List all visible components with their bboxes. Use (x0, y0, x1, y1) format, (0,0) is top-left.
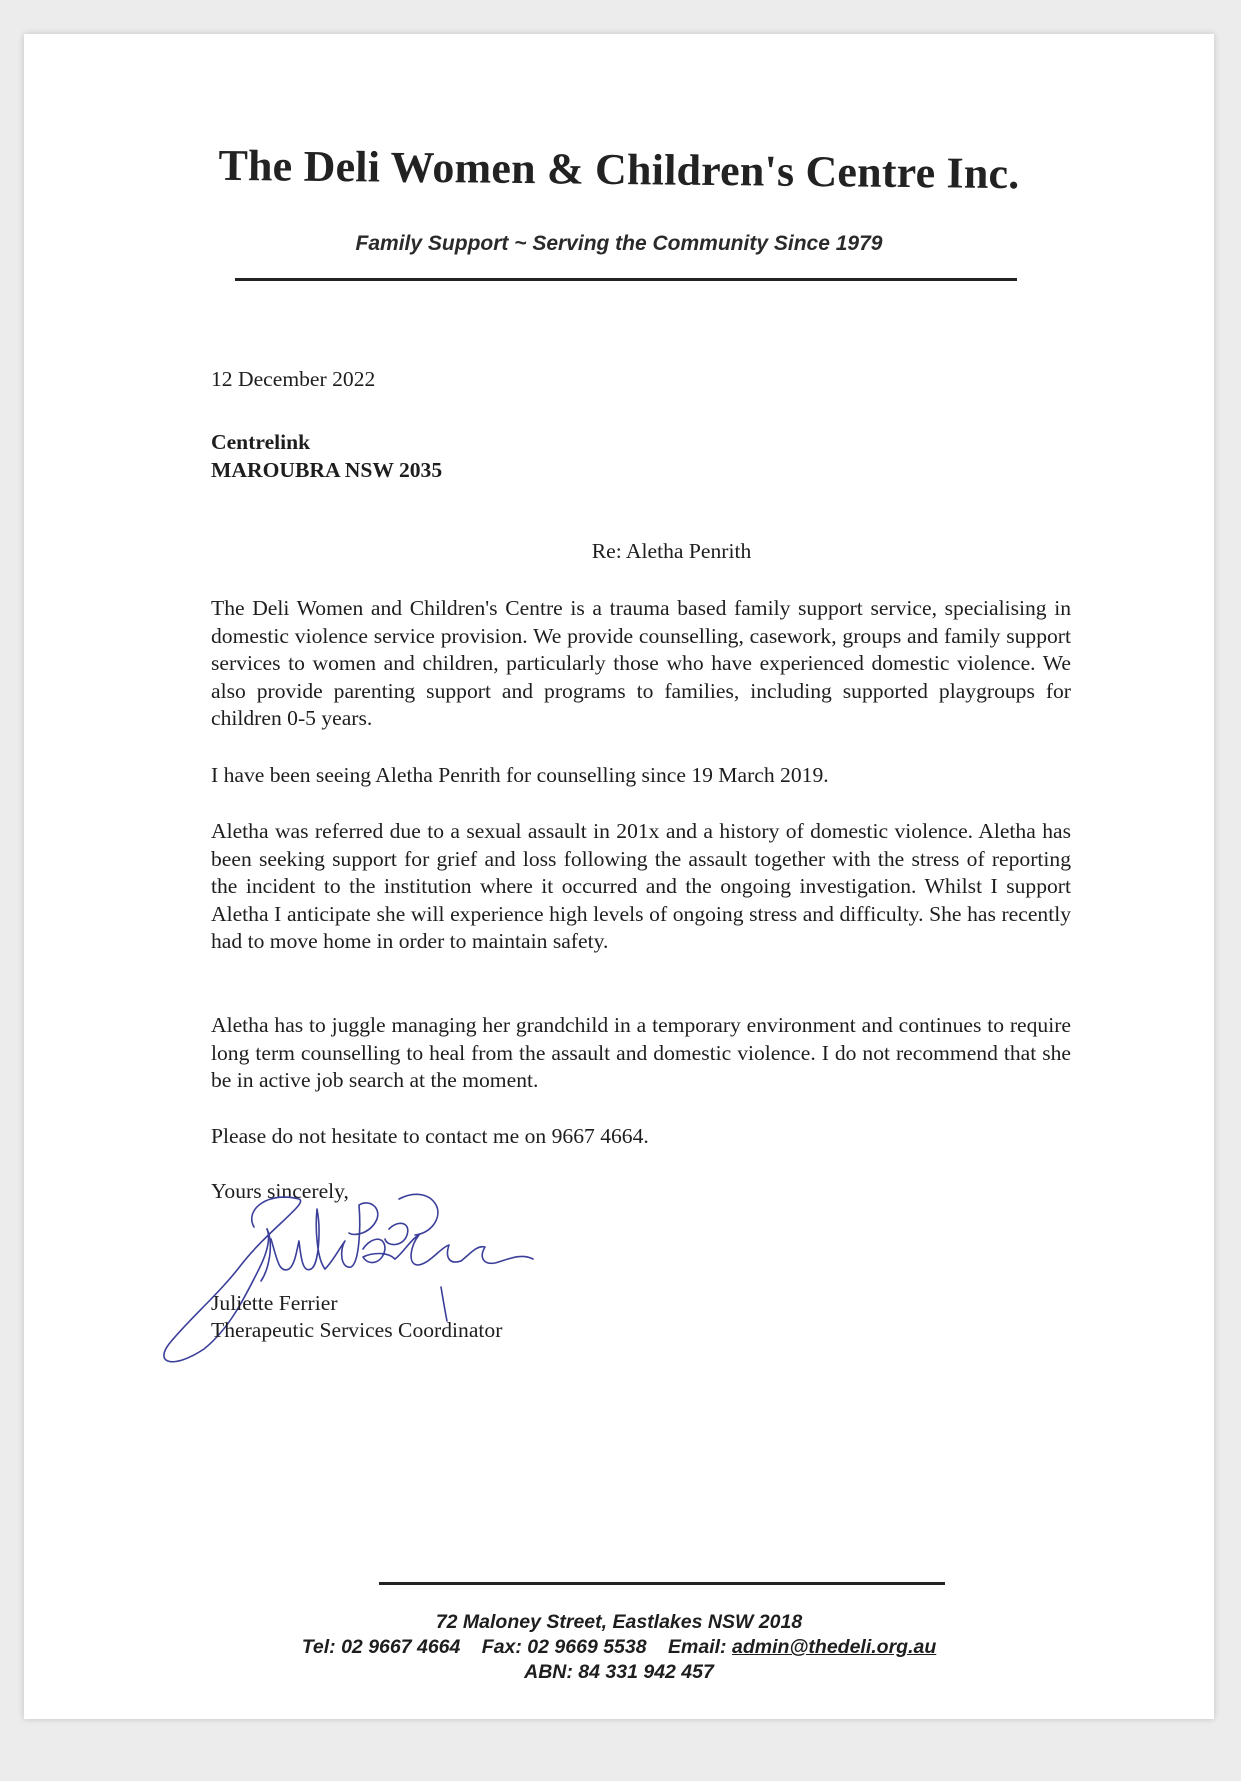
organization-tagline: Family Support ~ Serving the Community Since 1979 (355, 232, 883, 255)
recipient-address: MAROUBRA NSW 2035 (211, 458, 443, 482)
footer-email-label: Email: (668, 1636, 727, 1658)
recipient-block (211, 428, 1071, 484)
paragraph-contact: Please do not hesitate to contact me on 9667 4664. (211, 1124, 649, 1148)
signer-title: Therapeutic Services Coordinator (211, 1318, 503, 1342)
paragraph-service-description: The Deli Women and Children's Centre is a trauma based family support service, specialising in domestic violence service provision. We provide counselling, casework, groups and family support services to women and children, particularly those who have experienced domestic violence. We also provide parenting support and programs to families, including supported playgroups for children 0-5 years. (211, 596, 1071, 731)
footer-contact-line (24, 1635, 1214, 1660)
closing-salutation: Yours sincerely, (211, 1179, 349, 1203)
footer-email-link[interactable]: admin@thedeli.org.au (731, 1636, 937, 1658)
footer-divider (379, 1582, 945, 1585)
footer-abn: ABN: 84 331 942 457 (524, 1661, 714, 1683)
letter-date: 12 December 2022 (211, 367, 376, 391)
letter-page (24, 34, 1214, 1719)
header-divider (235, 278, 1017, 281)
recipient-name: Centrelink (211, 430, 311, 454)
footer-fax: Fax: 02 9669 5538 (481, 1636, 647, 1658)
organization-title: The Deli Women & Children's Centre Inc. (218, 140, 1020, 199)
signer-block (211, 1290, 1071, 1344)
subject-line: Re: Aletha Penrith (591, 539, 752, 563)
paragraph-referral-details: Aletha was referred due to a sexual assault in 201x and a history of domestic violence. Aletha has been seeking support for grief and loss following the assault together with the stress of reporting the incident to the institution where it occurred and the ongoing investigation. Whilst I support Aletha I anticipate she will experience high levels of ongoing stress and difficulty. She has recently had to move home in order to maintain safety. (211, 819, 1071, 954)
signer-name: Juliette Ferrier (211, 1291, 338, 1315)
footer-contact (24, 1610, 1214, 1685)
paragraph-counselling-since: I have been seeing Aletha Penrith for counselling since 19 March 2019. (211, 763, 829, 787)
footer-tel: Tel: 02 9667 4664 (301, 1636, 461, 1658)
footer-address: 72 Maloney Street, Eastlakes NSW 2018 (435, 1611, 803, 1633)
paragraph-recommendation: Aletha has to juggle managing her grandchild in a temporary environment and continues to require long term counselling to heal from the assault and domestic violence. I do not recommend that she be in active job search at the moment. (211, 1013, 1071, 1093)
